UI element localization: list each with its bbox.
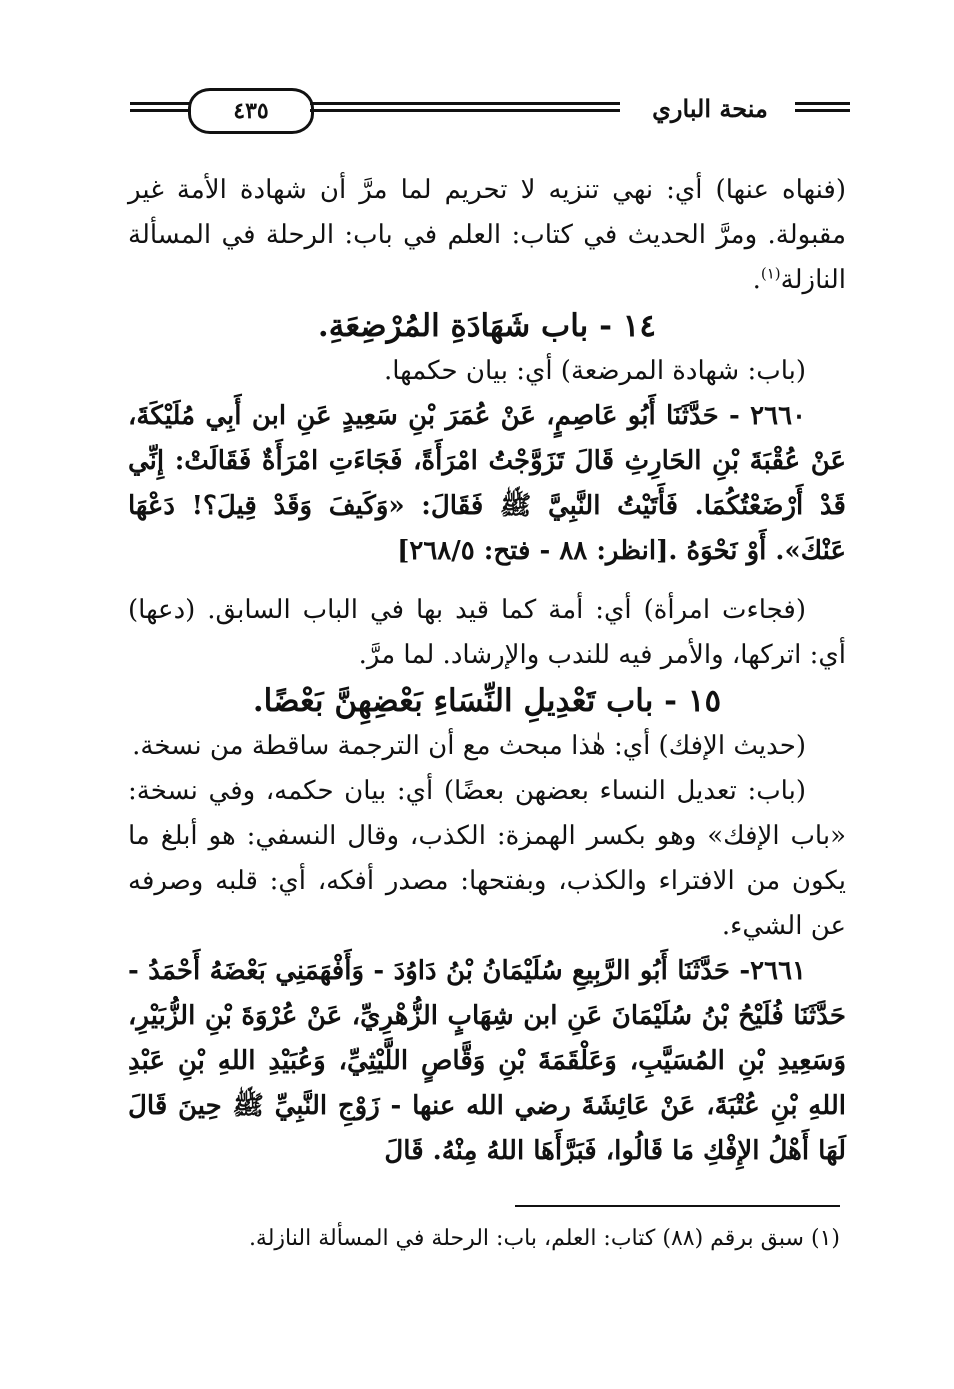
main-text xyxy=(128,168,846,1174)
chapter-heading-14: ١٤ - باب شَهَادَةِ المُرْضِعَةِ. xyxy=(317,308,657,344)
chapter-heading-15: ١٥ - باب تَعْدِيلِ النِّسَاءِ بَعْضِهِنَّ بَعْضًا. xyxy=(252,683,722,719)
header-rule-middle xyxy=(310,102,620,116)
page-header xyxy=(130,88,850,132)
hadith-2661: ٢٦٦١- حَدَّثَنَا أَبُو الرَّبِيعِ سُلَيْمَانُ بْنُ دَاوُدَ - وَأَفْهَمَنِي بَعْضَهُ أَحْمَدُ - حَدَّثَنَا فُلَيْحُ بْنُ سُلَيْمَانَ عَنِ ابن شِهَابٍ الزُّهْرِيِّ، عَنْ عُرْوَةَ بْنِ الزُّبَيْرِ، وَسَعِيدِ بْنِ المُسَيَّبِ، وَعَلْقَمَةَ بْنِ وَقَّاصٍ اللَّيْثِيِّ، وَعُبَيْدِ اللهِ بْنِ عَبْدِ اللهِ بْنِ عُتْبَةَ، عَنْ عَائِشَةَ رضي الله عنها - زَوْجِ النَّبِيِّ ﷺ حِينَ قَالَ لَهَا أَهْلُ الإِفْكِ مَا قَالُوا، فَبَرَّأَهَا اللهُ مِنْهُ. قَالَ xyxy=(128,956,847,1166)
paragraph-commentary-5: (باب: تعديل النساء بعضهن بعضًا) أي: بيان حكمه، وفي نسخة: «باب الإفك» وهو بكسر الهمزة: الكذب، وقال النسفي: هو أبلغ ما يكون من الافتراء والكذب، وبفتحها: مصدر أفكه، أي: قلبه وصرفه عن الشيء. xyxy=(128,776,846,941)
paragraph-commentary-1: (فنهاه عنها) أي: نهي تنزيه لا تحريم لما مرَّ أن شهادة الأمة غير مقبولة. ومرَّ الحديث في كتاب: العلم في باب: الرحلة في المسألة النازلة$^{(١)}$. xyxy=(128,175,846,295)
hadith-2660: ٢٦٦٠ - حَدَّثَنَا أَبُو عَاصِمٍ، عَنْ عُمَرَ بْنِ سَعِيدٍ عَنِ ابن أَبِي مُلَيْكَةَ، عَنْ عُقْبَةَ بْنِ الحَارِثِ قَالَ تَزَوَّجْتُ امْرَأَةً، فَجَاءَتِ امْرَأَةٌ فَقَالَتْ: إِنِّي قَدْ أَرْضَعْتُكُمَا. فَأَتَيْتُ النَّبِيَّ ﷺ فَقَالَ: «وَكَيفَ وَقَدْ قِيلَ؟! دَعْهَا عَنْكَ». أَوْ نَحْوَهُ .[انظر: ٨٨ - فتح: ٢٦٨/٥] xyxy=(128,401,846,566)
header-rule-left xyxy=(130,102,190,116)
footnote-ref: (١) xyxy=(760,264,781,283)
book-title: منحة الباري xyxy=(652,94,768,123)
footnote-separator xyxy=(515,1205,840,1207)
page-number-badge xyxy=(188,88,314,134)
paragraph-commentary-2: (باب: شهادة المرضعة) أي: بيان حكمها. xyxy=(383,356,806,386)
header-rule-right xyxy=(795,102,850,116)
page-number: ٤٣٥ xyxy=(233,98,269,124)
paragraph-commentary-4: (حديث الإفك) أي: هٰذا مبحث مع أن الترجمة ساقطة من نسخة. xyxy=(132,731,806,761)
paragraph-commentary-3: (فجاءت امرأة) أي: أمة كما قيد بها في الباب السابق. (دعها) أي: اتركها، والأمر فيه للندب والإرشاد. لما مرَّ. xyxy=(128,595,846,670)
footnote: (١) سبق برقم (٨٨) كتاب: العلم، باب: الرحلة في المسألة النازلة. xyxy=(248,1226,840,1251)
